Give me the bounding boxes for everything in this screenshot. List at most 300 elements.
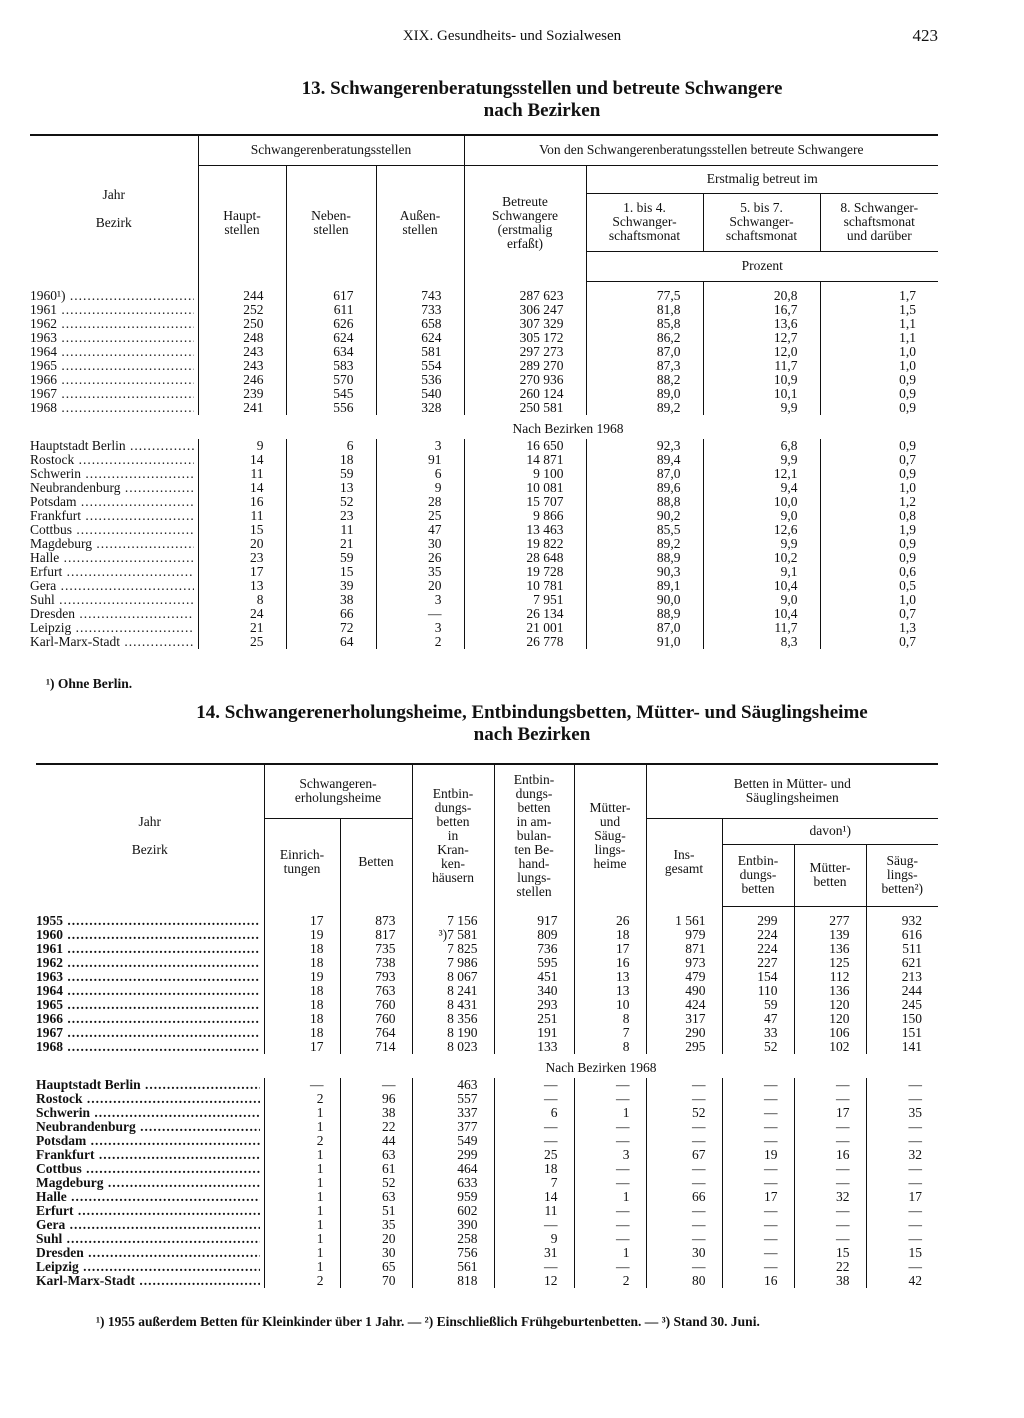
row-label-value: Rostock bbox=[30, 453, 75, 467]
cell-p2: 9,9 bbox=[703, 537, 820, 551]
cell-p1: 85,8 bbox=[586, 317, 703, 331]
cell-p1: 89,2 bbox=[586, 401, 703, 415]
leader-dots bbox=[57, 345, 194, 359]
row-label bbox=[36, 1190, 264, 1204]
row-label-value: Erfurt bbox=[36, 1204, 74, 1218]
row-label bbox=[30, 607, 198, 621]
cell-sb: 932 bbox=[866, 914, 938, 928]
cell-sb: 42 bbox=[866, 1274, 938, 1288]
row-label-text bbox=[30, 467, 194, 481]
row-label-value: Frankfurt bbox=[36, 1148, 95, 1162]
leader-dots bbox=[135, 1274, 260, 1288]
cell-n: 52 bbox=[286, 495, 376, 509]
cell-p1: 89,6 bbox=[586, 481, 703, 495]
cell-b: 307 329 bbox=[464, 317, 586, 331]
row-label-text bbox=[36, 1176, 260, 1190]
leader-dots bbox=[57, 359, 194, 373]
davon-header: davon¹) bbox=[722, 818, 938, 844]
cell-b: 270 936 bbox=[464, 373, 586, 387]
col-monat-5-7: 5. bis 7. Schwanger- schaftsmonat bbox=[703, 193, 820, 251]
row-label-value: 1965 bbox=[36, 998, 63, 1012]
leader-dots bbox=[63, 984, 260, 998]
cell-eb: 224 bbox=[722, 942, 794, 956]
cell-b: 63 bbox=[340, 1190, 412, 1204]
row-label-text bbox=[30, 439, 194, 453]
row-label bbox=[30, 537, 198, 551]
cell-p1: 88,8 bbox=[586, 495, 703, 509]
section-row bbox=[30, 415, 938, 439]
spacer-cell bbox=[198, 281, 286, 289]
row-label bbox=[36, 1260, 264, 1274]
table13-footnote: ¹) Ohne Berlin. bbox=[46, 676, 133, 691]
section-row bbox=[36, 1054, 938, 1078]
cell-b: 15 707 bbox=[464, 495, 586, 509]
table-row bbox=[36, 942, 938, 956]
table-row bbox=[36, 1218, 938, 1232]
cell-p2: 16,7 bbox=[703, 303, 820, 317]
cell-b: 793 bbox=[340, 970, 412, 984]
cell-k: 8 190 bbox=[412, 1026, 494, 1040]
cell-hm: 1 bbox=[574, 1190, 646, 1204]
table13-stub-head bbox=[30, 135, 198, 281]
cell-a: 91 bbox=[376, 453, 464, 467]
cell-h: 243 bbox=[198, 359, 286, 373]
cell-a: — bbox=[376, 607, 464, 621]
cell-ins: 1 561 bbox=[646, 914, 722, 928]
row-label-text bbox=[30, 331, 194, 345]
cell-p1: 86,2 bbox=[586, 331, 703, 345]
cell-b: 10 781 bbox=[464, 579, 586, 593]
cell-a: 35 bbox=[376, 565, 464, 579]
row-label bbox=[36, 1148, 264, 1162]
cell-hm: 2 bbox=[574, 1274, 646, 1288]
row-label bbox=[30, 439, 198, 453]
cell-h: 246 bbox=[198, 373, 286, 387]
cell-am: 14 bbox=[494, 1190, 574, 1204]
cell-mb: 136 bbox=[794, 942, 866, 956]
table-row bbox=[30, 289, 938, 303]
table-row bbox=[36, 1026, 938, 1040]
row-label bbox=[30, 551, 198, 565]
table-row bbox=[30, 565, 938, 579]
cell-k: 337 bbox=[412, 1106, 494, 1120]
row-label bbox=[36, 1106, 264, 1120]
cell-am: 293 bbox=[494, 998, 574, 1012]
table13-group-beratungsstellen: Schwangerenberatungsstellen bbox=[198, 135, 464, 165]
cell-k: 258 bbox=[412, 1232, 494, 1246]
cell-eb: 19 bbox=[722, 1148, 794, 1162]
row-label-value: Karl-Marx-Stadt bbox=[36, 1274, 135, 1288]
row-label-text bbox=[30, 509, 194, 523]
cell-p3: 0,9 bbox=[820, 401, 938, 415]
stub-head-jahr: Jahr bbox=[138, 813, 161, 829]
cell-am: 18 bbox=[494, 1162, 574, 1176]
spacer-cell bbox=[36, 906, 264, 914]
cell-h: 11 bbox=[198, 467, 286, 481]
cell-a: 581 bbox=[376, 345, 464, 359]
cell-p2: 9,1 bbox=[703, 565, 820, 579]
cell-ins: — bbox=[646, 1120, 722, 1134]
cell-mb: 277 bbox=[794, 914, 866, 928]
leader-dots bbox=[63, 1026, 260, 1040]
cell-sb: 213 bbox=[866, 970, 938, 984]
cell-b: 306 247 bbox=[464, 303, 586, 317]
cell-mb: 136 bbox=[794, 984, 866, 998]
cell-ins: 66 bbox=[646, 1190, 722, 1204]
cell-mb: — bbox=[794, 1120, 866, 1134]
cell-n: 59 bbox=[286, 467, 376, 481]
row-label-text bbox=[30, 537, 194, 551]
row-label-value: 1962 bbox=[30, 317, 57, 331]
table-row bbox=[30, 345, 938, 359]
cell-hm: 7 bbox=[574, 1026, 646, 1040]
leader-dots bbox=[120, 635, 194, 649]
table-row bbox=[36, 1134, 938, 1148]
cell-k: 299 bbox=[412, 1148, 494, 1162]
leader-dots bbox=[86, 1134, 259, 1148]
cell-ins: — bbox=[646, 1232, 722, 1246]
cell-h: 23 bbox=[198, 551, 286, 565]
cell-p3: 1,3 bbox=[820, 621, 938, 635]
cell-p3: 0,9 bbox=[820, 439, 938, 453]
cell-ins: — bbox=[646, 1134, 722, 1148]
row-label-text bbox=[36, 1106, 260, 1120]
cell-k: ³)7 581 bbox=[412, 928, 494, 942]
table13-body bbox=[30, 281, 938, 649]
row-label bbox=[30, 401, 198, 415]
cell-mb: 32 bbox=[794, 1190, 866, 1204]
cell-p2: 6,8 bbox=[703, 439, 820, 453]
cell-b: 714 bbox=[340, 1040, 412, 1054]
col-einrichtungen: Einrich- tungen bbox=[264, 818, 340, 906]
cell-k: 549 bbox=[412, 1134, 494, 1148]
row-label-value: Schwerin bbox=[30, 467, 81, 481]
cell-a: 658 bbox=[376, 317, 464, 331]
cell-sb: — bbox=[866, 1092, 938, 1106]
cell-n: 611 bbox=[286, 303, 376, 317]
cell-n: 570 bbox=[286, 373, 376, 387]
cell-mb: 139 bbox=[794, 928, 866, 942]
cell-am: 917 bbox=[494, 914, 574, 928]
row-label-text bbox=[30, 495, 194, 509]
cell-p1: 91,0 bbox=[586, 635, 703, 649]
leader-dots bbox=[74, 453, 193, 467]
row-label-text bbox=[36, 1120, 260, 1134]
cell-b: 14 871 bbox=[464, 453, 586, 467]
leader-dots bbox=[63, 956, 260, 970]
cell-am: 251 bbox=[494, 1012, 574, 1026]
cell-mb: 106 bbox=[794, 1026, 866, 1040]
cell-n: 15 bbox=[286, 565, 376, 579]
table13-title bbox=[0, 78, 1024, 122]
row-label-value: Dresden bbox=[30, 607, 75, 621]
cell-h: 20 bbox=[198, 537, 286, 551]
row-label bbox=[30, 481, 198, 495]
cell-n: 634 bbox=[286, 345, 376, 359]
cell-sb: — bbox=[866, 1078, 938, 1092]
col-monat-1-4: 1. bis 4. Schwanger- schaftsmonat bbox=[586, 193, 703, 251]
cell-n: 21 bbox=[286, 537, 376, 551]
cell-b: 763 bbox=[340, 984, 412, 998]
row-label bbox=[36, 928, 264, 942]
cell-h: 252 bbox=[198, 303, 286, 317]
cell-eb: 59 bbox=[722, 998, 794, 1012]
page-number: 423 bbox=[912, 26, 938, 45]
col-entbindungsbetten: Entbin- dungs- betten bbox=[722, 844, 794, 906]
leader-dots bbox=[57, 387, 194, 401]
cell-h: 8 bbox=[198, 593, 286, 607]
cell-mb: — bbox=[794, 1134, 866, 1148]
cell-hm: — bbox=[574, 1162, 646, 1176]
cell-h: 17 bbox=[198, 565, 286, 579]
cell-b: 9 866 bbox=[464, 509, 586, 523]
row-label-value: 1966 bbox=[30, 373, 57, 387]
spacer-cell bbox=[586, 281, 703, 289]
row-label-value: Frankfurt bbox=[30, 509, 81, 523]
cell-eb: 17 bbox=[722, 1190, 794, 1204]
table-row bbox=[30, 317, 938, 331]
cell-e: 18 bbox=[264, 1012, 340, 1026]
table14-stub-head bbox=[36, 764, 264, 906]
leader-dots bbox=[57, 303, 194, 317]
table14-body bbox=[36, 906, 938, 1288]
cell-sb: 15 bbox=[866, 1246, 938, 1260]
cell-hm: 3 bbox=[574, 1148, 646, 1162]
cell-ins: 295 bbox=[646, 1040, 722, 1054]
cell-hm: — bbox=[574, 1134, 646, 1148]
cell-h: 24 bbox=[198, 607, 286, 621]
cell-p2: 12,6 bbox=[703, 523, 820, 537]
cell-sb: 511 bbox=[866, 942, 938, 956]
cell-k: 7 156 bbox=[412, 914, 494, 928]
table-row bbox=[30, 621, 938, 635]
cell-b: 260 124 bbox=[464, 387, 586, 401]
table-row bbox=[30, 467, 938, 481]
cell-ins: — bbox=[646, 1176, 722, 1190]
cell-mb: 120 bbox=[794, 1012, 866, 1026]
leader-dots bbox=[62, 565, 193, 579]
cell-p3: 0,7 bbox=[820, 635, 938, 649]
row-label-value: Leipzig bbox=[30, 621, 72, 635]
row-label-value: 1962 bbox=[36, 956, 63, 970]
row-label-text bbox=[30, 303, 194, 317]
leader-dots bbox=[141, 1078, 260, 1092]
cell-ins: — bbox=[646, 1260, 722, 1274]
row-label-text bbox=[30, 579, 194, 593]
row-label bbox=[36, 1120, 264, 1134]
table-row bbox=[36, 1040, 938, 1054]
cell-sb: 150 bbox=[866, 1012, 938, 1026]
leader-dots bbox=[83, 1092, 260, 1106]
cell-b: 28 648 bbox=[464, 551, 586, 565]
col-heime: Mütter- und Säug- lings- heime bbox=[574, 764, 646, 906]
cell-h: 243 bbox=[198, 345, 286, 359]
cell-ins: — bbox=[646, 1092, 722, 1106]
row-label-value: Schwerin bbox=[36, 1106, 90, 1120]
cell-b: 96 bbox=[340, 1092, 412, 1106]
row-label-value: Rostock bbox=[36, 1092, 83, 1106]
cell-b: 297 273 bbox=[464, 345, 586, 359]
cell-mb: 112 bbox=[794, 970, 866, 984]
table-row bbox=[36, 1274, 938, 1288]
cell-eb: 52 bbox=[722, 1040, 794, 1054]
table-row bbox=[30, 453, 938, 467]
cell-am: 451 bbox=[494, 970, 574, 984]
table-row bbox=[30, 523, 938, 537]
row-label-text bbox=[30, 387, 194, 401]
cell-sb: 151 bbox=[866, 1026, 938, 1040]
cell-e: 1 bbox=[264, 1218, 340, 1232]
row-label-value: Potsdam bbox=[36, 1134, 87, 1148]
cell-hm: 17 bbox=[574, 942, 646, 956]
row-label-text bbox=[30, 523, 194, 537]
cell-p1: 89,2 bbox=[586, 537, 703, 551]
cell-hm: 26 bbox=[574, 914, 646, 928]
spacer-cell bbox=[286, 281, 376, 289]
unit-prozent: Prozent bbox=[586, 251, 938, 281]
leader-dots bbox=[65, 1218, 259, 1232]
table-row bbox=[30, 509, 938, 523]
cell-p2: 10,4 bbox=[703, 579, 820, 593]
cell-e: — bbox=[264, 1078, 340, 1092]
row-label-text bbox=[36, 1204, 260, 1218]
table-row bbox=[30, 579, 938, 593]
row-label-text bbox=[36, 970, 260, 984]
row-label-value: 1963 bbox=[30, 331, 57, 345]
cell-mb: 16 bbox=[794, 1148, 866, 1162]
table13-title-line2: nach Bezirken bbox=[483, 100, 601, 121]
row-label bbox=[30, 345, 198, 359]
cell-sb: — bbox=[866, 1120, 938, 1134]
leader-dots bbox=[63, 1012, 260, 1026]
cell-mb: 120 bbox=[794, 998, 866, 1012]
cell-eb: 227 bbox=[722, 956, 794, 970]
row-label bbox=[36, 942, 264, 956]
cell-b: 16 650 bbox=[464, 439, 586, 453]
table14 bbox=[36, 763, 938, 1288]
spacer-row bbox=[36, 906, 938, 914]
table-row bbox=[30, 373, 938, 387]
cell-a: 6 bbox=[376, 467, 464, 481]
row-label bbox=[30, 289, 198, 303]
stub-head-jahr: Jahr bbox=[102, 186, 125, 202]
cell-eb: 47 bbox=[722, 1012, 794, 1026]
cell-h: 239 bbox=[198, 387, 286, 401]
cell-b: 26 778 bbox=[464, 635, 586, 649]
cell-sb: — bbox=[866, 1134, 938, 1148]
cell-n: 38 bbox=[286, 593, 376, 607]
cell-b: 22 bbox=[340, 1120, 412, 1134]
row-label-text bbox=[36, 1260, 260, 1274]
row-label bbox=[30, 565, 198, 579]
cell-am: — bbox=[494, 1120, 574, 1134]
table-row bbox=[36, 1232, 938, 1246]
cell-h: 244 bbox=[198, 289, 286, 303]
cell-k: 756 bbox=[412, 1246, 494, 1260]
cell-sb: 17 bbox=[866, 1190, 938, 1204]
row-label-text bbox=[36, 1012, 260, 1026]
row-label-value: 1965 bbox=[30, 359, 57, 373]
leader-dots bbox=[84, 1246, 260, 1260]
row-label-text bbox=[30, 345, 194, 359]
row-label bbox=[36, 970, 264, 984]
cell-hm: 13 bbox=[574, 984, 646, 998]
row-label-value: Gera bbox=[30, 579, 57, 593]
table-row bbox=[36, 1176, 938, 1190]
cell-mb: — bbox=[794, 1092, 866, 1106]
cell-hm: — bbox=[574, 1092, 646, 1106]
cell-ins: 973 bbox=[646, 956, 722, 970]
cell-eb: 110 bbox=[722, 984, 794, 998]
cell-eb: — bbox=[722, 1092, 794, 1106]
row-label bbox=[36, 1176, 264, 1190]
cell-eb: 16 bbox=[722, 1274, 794, 1288]
cell-mb: 102 bbox=[794, 1040, 866, 1054]
cell-e: 1 bbox=[264, 1190, 340, 1204]
cell-eb: — bbox=[722, 1204, 794, 1218]
cell-p1: 89,0 bbox=[586, 387, 703, 401]
leader-dots bbox=[57, 317, 194, 331]
row-label bbox=[36, 1218, 264, 1232]
row-label-text bbox=[36, 1092, 260, 1106]
cell-h: 241 bbox=[198, 401, 286, 415]
cell-am: 6 bbox=[494, 1106, 574, 1120]
section-heading: Nach Bezirken 1968 bbox=[512, 421, 624, 436]
cell-e: 18 bbox=[264, 1026, 340, 1040]
cell-e: 1 bbox=[264, 1106, 340, 1120]
cell-am: — bbox=[494, 1078, 574, 1092]
cell-e: 1 bbox=[264, 1120, 340, 1134]
cell-b: 735 bbox=[340, 942, 412, 956]
cell-p2: 9,9 bbox=[703, 453, 820, 467]
section-stub bbox=[36, 1054, 264, 1078]
row-label bbox=[30, 495, 198, 509]
row-label-value: Suhl bbox=[30, 593, 55, 607]
cell-n: 583 bbox=[286, 359, 376, 373]
row-label-value: Potsdam bbox=[30, 495, 77, 509]
row-label-value: 1967 bbox=[36, 1026, 63, 1040]
cell-b: 873 bbox=[340, 914, 412, 928]
row-label bbox=[36, 914, 264, 928]
cell-k: 633 bbox=[412, 1176, 494, 1190]
cell-hm: 18 bbox=[574, 928, 646, 942]
row-label-value: 1968 bbox=[30, 401, 57, 415]
cell-am: 191 bbox=[494, 1026, 574, 1040]
leader-dots bbox=[90, 1106, 260, 1120]
cell-p2: 9,0 bbox=[703, 593, 820, 607]
cell-b: 9 100 bbox=[464, 467, 586, 481]
cell-n: 556 bbox=[286, 401, 376, 415]
leader-dots bbox=[63, 942, 260, 956]
table-row bbox=[36, 984, 938, 998]
subgroup-erstmalig: Erstmalig betreut im bbox=[586, 165, 938, 193]
row-label-text bbox=[36, 1148, 260, 1162]
table-row bbox=[30, 635, 938, 649]
cell-b: 70 bbox=[340, 1274, 412, 1288]
row-label-value: 1963 bbox=[36, 970, 63, 984]
row-label-text bbox=[30, 481, 194, 495]
row-label-value: Erfurt bbox=[30, 565, 63, 579]
cell-e: 1 bbox=[264, 1162, 340, 1176]
cell-ins: 80 bbox=[646, 1274, 722, 1288]
row-label bbox=[36, 1040, 264, 1054]
cell-mb: — bbox=[794, 1176, 866, 1190]
row-label-value: 1964 bbox=[30, 345, 57, 359]
cell-eb: — bbox=[722, 1106, 794, 1120]
leader-dots bbox=[57, 401, 194, 415]
table14-title bbox=[0, 702, 1024, 746]
cell-am: 133 bbox=[494, 1040, 574, 1054]
